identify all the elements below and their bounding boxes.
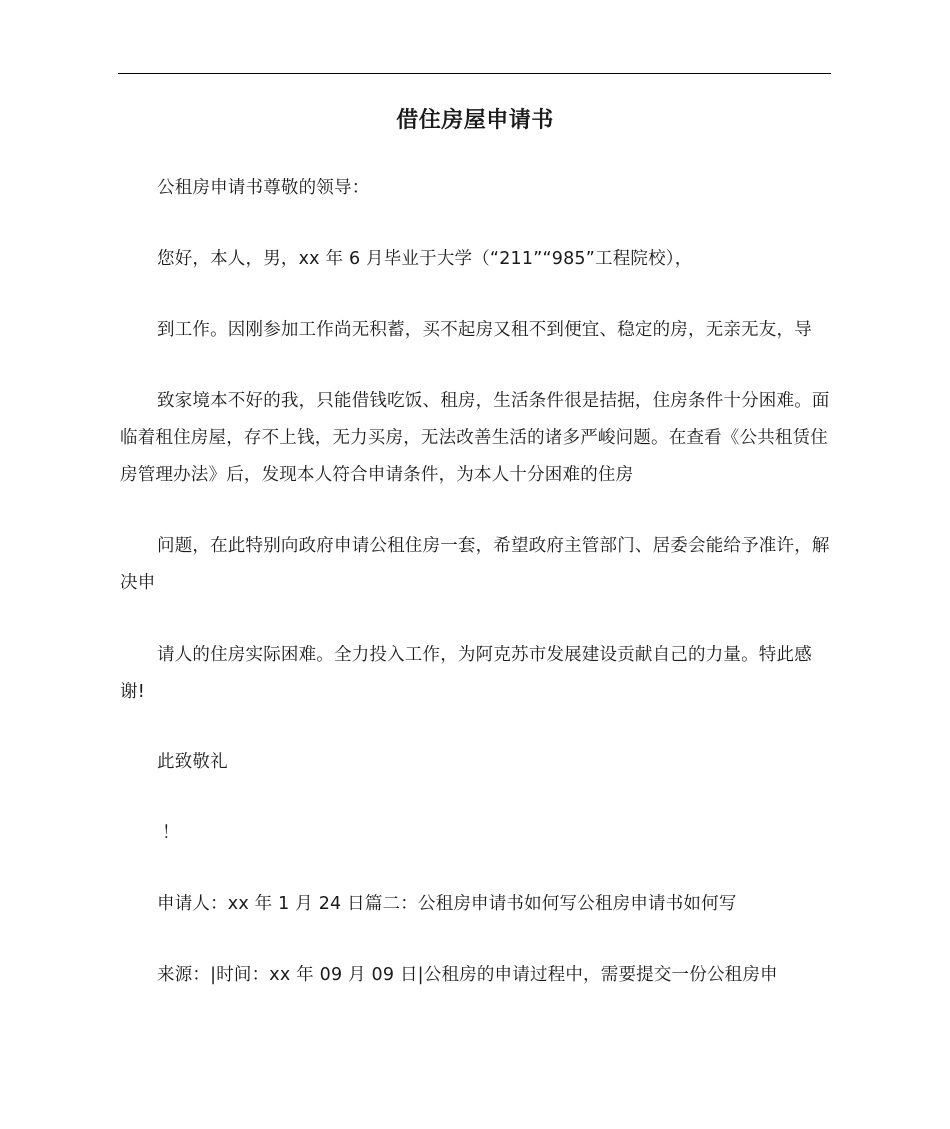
paragraph-closing: 此致敬礼 [157, 752, 228, 772]
paragraph-request: 问题，在此特别向政府申请公租住房一套，希望政府主管部门、居委会能给予准许，解决申 [120, 536, 830, 593]
page-title: 借住房屋申请书 [396, 107, 554, 133]
paragraph-greeting: 您好，本人，男，xx 年 6 月毕业于大学（“211”“985”工程院校）， [157, 249, 693, 269]
paragraph-circumstances: 致家境本不好的我，只能借钱吃饭、租房，生活条件很是拮据，住房条件十分困难。面临着租住房屋，存不上钱，无力买房，无法改善生活的诸多严峻问题。在查看《公共租赁住房管理办法》后，发现本人符合申请条件，为本人十分困难的住房 [120, 391, 830, 485]
paragraph-work: 到工作。因刚参加工作尚无积蓄，买不起房又租不到便宜、稳定的房，无亲无友，导 [157, 320, 812, 340]
paragraph-thanks: 请人的住房实际困难。全力投入工作，为阿克苏市发展建设贡献自己的力量。特此感谢! [120, 645, 812, 702]
paragraph-source: 来源：|时间：xx 年 09 月 09 日|公租房的申请过程中，需要提交一份公租房申 [157, 965, 778, 985]
paragraph-exclamation: ！ [162, 823, 180, 843]
paragraph-salutation: 公租房申请书尊敬的领导： [157, 178, 370, 198]
header-rule [118, 73, 831, 74]
paragraph-applicant: 申请人：xx 年 1 月 24 日篇二：公租房申请书如何写公租房申请书如何写 [157, 894, 737, 914]
